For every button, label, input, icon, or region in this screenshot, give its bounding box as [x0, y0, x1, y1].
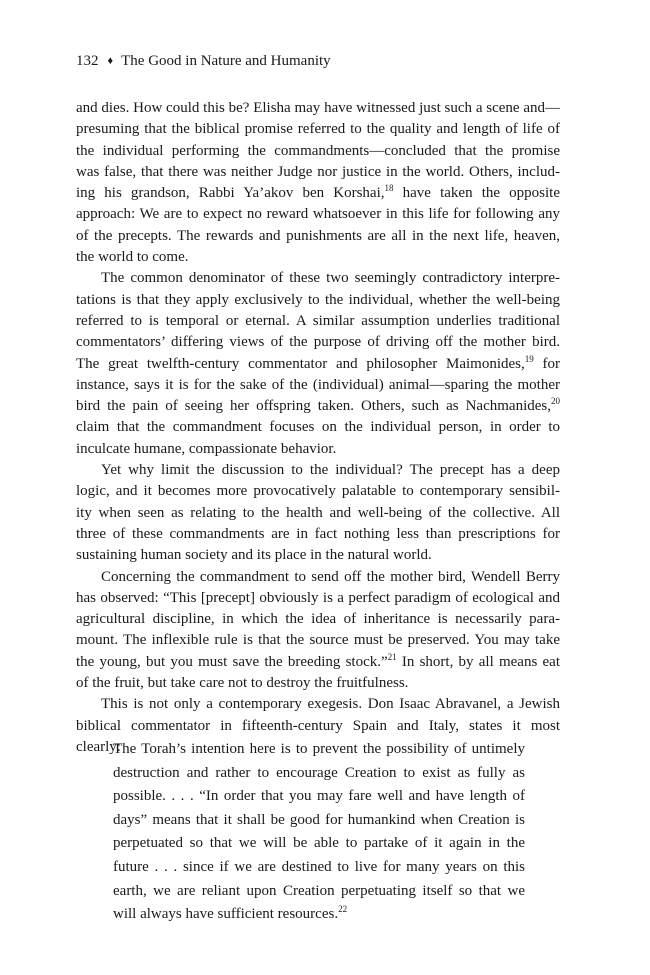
- text-line: has observed: “This [precept] obviously is a perfect paradigm of ecological and: [76, 589, 560, 606]
- page-number: 132: [76, 53, 99, 69]
- text-line: presuming that the biblical promise referred to the quality and length of life of: [76, 121, 560, 138]
- text-fragment: will always have sufficient resources.: [113, 906, 339, 923]
- text-line: instance, says it is for the sake of the (individual) animal—sparing the mother: [76, 376, 560, 393]
- paragraph: [76, 460, 560, 566]
- text-line: [76, 354, 560, 375]
- main-text: [76, 98, 560, 758]
- text-line: [76, 183, 560, 204]
- text-fragment: have taken the opposite: [393, 185, 560, 202]
- text-line: biblical commentator in fifteenth-century Spain and Italy, states it most: [76, 717, 560, 734]
- quote-line: possible. . . . “In order that you may fare well and have length of: [113, 788, 525, 805]
- text-fragment: The great twelfth-century commentator and philosopher Maimonides,: [76, 355, 525, 372]
- text-line: ity when seen as relating to the health and well-being of the collective. All: [76, 504, 560, 521]
- text-fragment: the young, but you must save the breeding stock.”: [76, 653, 388, 670]
- text-line: claim that the commandment focuses on the individual person, in order to: [76, 419, 560, 436]
- paragraph: [76, 567, 560, 695]
- quote-line: [113, 903, 525, 927]
- text-line: the world to come.: [76, 249, 189, 266]
- text-line: three of these commandments are in fact nothing less than prescriptions for: [76, 525, 560, 542]
- text-line: This is not only a contemporary exegesis. Don Isaac Abravanel, a Jewish: [101, 696, 560, 713]
- text-line: of the precepts. The rewards and punishments are all in the next life, heaven,: [76, 227, 560, 244]
- text-fragment: for: [533, 355, 560, 372]
- running-header: [76, 50, 331, 73]
- footnote-ref: 19: [524, 353, 534, 364]
- text-line: [76, 396, 560, 417]
- text-line: logic, and it becomes more provocatively palatable to contemporary sensibil-: [76, 483, 560, 500]
- diamond-separator-icon: ♦: [107, 55, 114, 67]
- quote-line: destruction and rather to encourage Creation to exist as fully as: [113, 764, 525, 781]
- text-line: of the fruit, but take care not to destroy the fruitfulness.: [76, 675, 409, 692]
- text-line: agricultural discipline, in which the idea of inheritance is necessarily para-: [76, 611, 560, 628]
- footnote-ref: 18: [384, 183, 394, 194]
- footnote-ref: 22: [338, 904, 348, 915]
- quote-line: perpetuated so that we will be able to partake of it again in the: [113, 835, 525, 852]
- text-line: The common denominator of these two seemingly contradictory interpre-: [101, 270, 560, 287]
- text-line: sustaining human society and its place in the natural world.: [76, 547, 432, 564]
- text-fragment: ing his grandson, Rabbi Ya’akov ben Korshai,: [76, 185, 385, 202]
- quote-line: future . . . since if we are destined to live for many years on this: [113, 858, 525, 875]
- running-title: The Good in Nature and Humanity: [121, 53, 331, 69]
- footnote-ref: 21: [387, 651, 397, 662]
- text-line: tations is that they apply exclusively to the individual, whether the well-being: [76, 291, 560, 308]
- text-line: Yet why limit the discussion to the individual? The precept has a deep: [101, 462, 560, 479]
- quote-line: days” means that it shall be good for humankind when Creation is: [113, 811, 525, 828]
- block-quote: [113, 738, 525, 927]
- text-line: was false, that there was neither Judge nor justice in the world. Others, includ-: [76, 163, 560, 180]
- text-line: and dies. How could this be? Elisha may have witnessed just such a scene and—: [76, 100, 560, 116]
- text-line: commentators’ differing views of the purpose of driving off the mother bird.: [76, 334, 560, 351]
- text-line: [76, 652, 560, 673]
- quote-line: earth, we are reliant upon Creation perpetuating itself so that we: [113, 882, 525, 899]
- text-line: clearly:: [76, 738, 121, 755]
- text-line: referred to is temporal or eternal. A similar assumption underlies traditional: [76, 312, 560, 329]
- footnote-ref: 20: [551, 396, 560, 407]
- text-line: Concerning the commandment to send off the mother bird, Wendell Berry: [101, 568, 560, 585]
- text-line: mount. The inflexible rule is that the source must be preserved. You may take: [76, 632, 560, 649]
- paragraph: [76, 98, 560, 268]
- text-fragment: bird the pain of seeing her offspring taken. Others, such as Nachmanides,: [76, 398, 551, 415]
- text-line: inculcate humane, compassionate behavior.: [76, 440, 337, 457]
- quote-line: The Torah’s intention here is to prevent the possibility of untimely: [113, 741, 525, 757]
- text-line: approach: We are to expect no reward whatsoever in this life for following any: [76, 206, 560, 223]
- text-fragment: In short, by all means eat: [396, 653, 560, 670]
- paragraph: [76, 268, 560, 460]
- text-line: the individual performing the commandments—concluded that the promise: [76, 142, 560, 159]
